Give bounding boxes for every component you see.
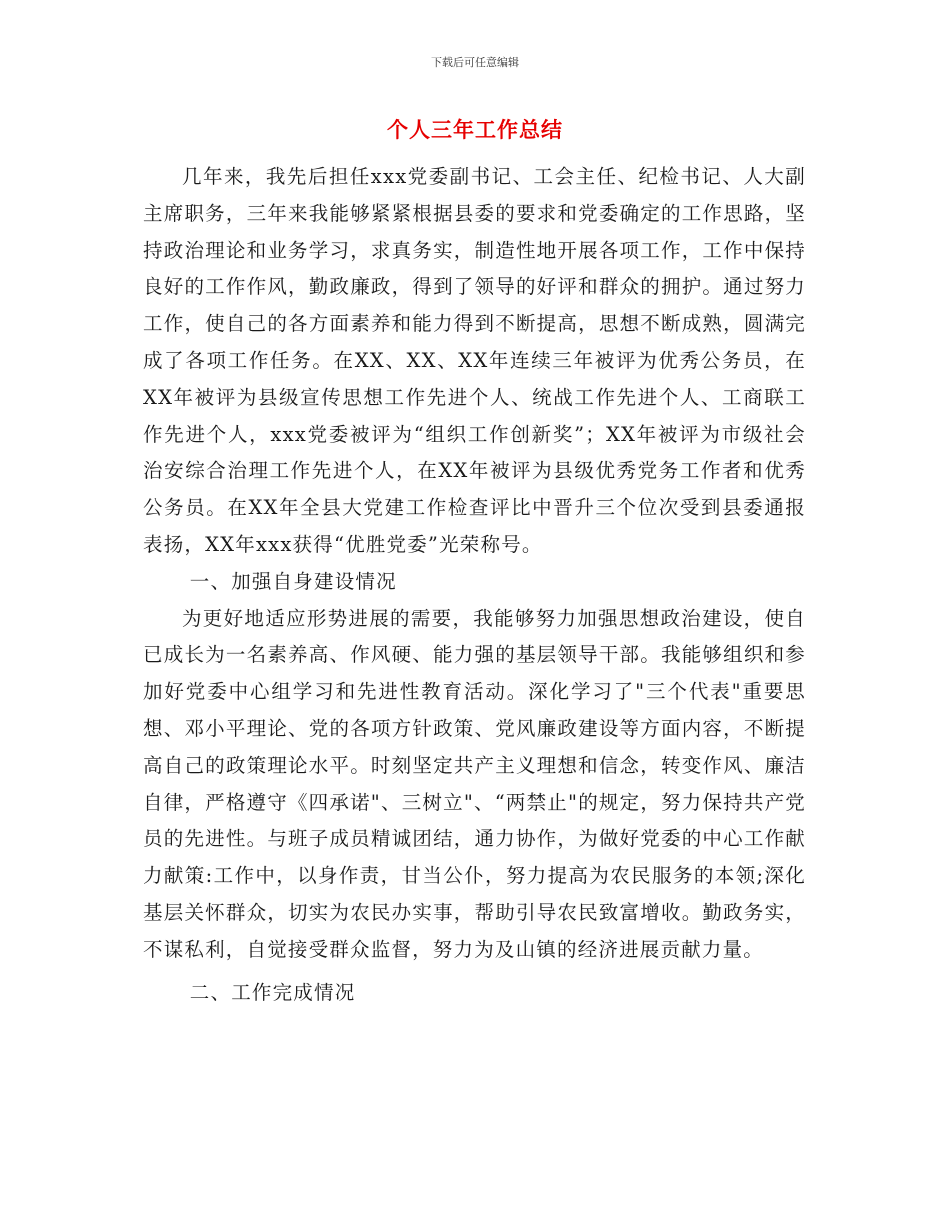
section-heading-self-building: 一、加强自身建设情况 <box>189 569 397 593</box>
document-body <box>143 159 806 1011</box>
document-title: 个人三年工作总结 <box>387 118 563 142</box>
paragraph-intro: 几年来，我先后担任xxx党委副书记、工会主任、纪检书记、人大副主席职务，三年来我能够紧紧根据县委的要求和党委确定的工作思路，坚持政治理论和业务学习，求真务实，制造性地开展各项工作，工作中保持良好的工作作风，勤政廉政，得到了领导的好评和群众的拥护。通过努力工作，使自己的各方面素养和能力得到不断提高，思想不断成熟，圆满完成了各项工作任务。在XX、XX、XX年连续三年被评为优秀公务员，在XX年被评为县级宣传思想工作先进个人、统战工作先进个人、工商联工作先进个人，xxx党委被评为“组织工作创新奖”；XX年被评为市级社会治安综合治理工作先进个人，在XX年被评为县级优秀党务工作者和优秀公务员。在XX年全县大党建工作检查评比中晋升三个位次受到县委通报表扬，XX年xxx获得“优胜党委”光荣称号。 <box>143 165 806 556</box>
section-heading-work-completion: 二、工作完成情况 <box>189 980 356 1004</box>
paragraph-self-building: 为更好地适应形势进展的需要，我能够努力加强思想政治建设，使自已成长为一名素养高、作风硬、能力强的基层领导干部。我能够组织和参加好党委中心组学习和先进性教育活动。深化学习了"三个代表"重要思想、邓小平理论、党的各项方针政策、党风廉政建设等方面内容，不断提高自己的政策理论水平。时刻坚定共产主义理想和信念，转变作风、廉洁自律，严格遵守《四承诺"、三树立"、“两禁止"的规定，努力保持共产党员的先进性。与班子成员精诚团结，通力协作，为做好党委的中心工作献力献策:工作中，以身作责，甘当公仆，努力提高为农民服务的本领;深化基层关怀群众，切实为农民办实事，帮助引导农民致富增收。勤政务实，不谋私利，自觉接受群众监督，努力为及山镇的经济进展贡献力量。 <box>143 606 806 961</box>
header-note: 下载后可任意编辑 <box>431 56 519 69</box>
